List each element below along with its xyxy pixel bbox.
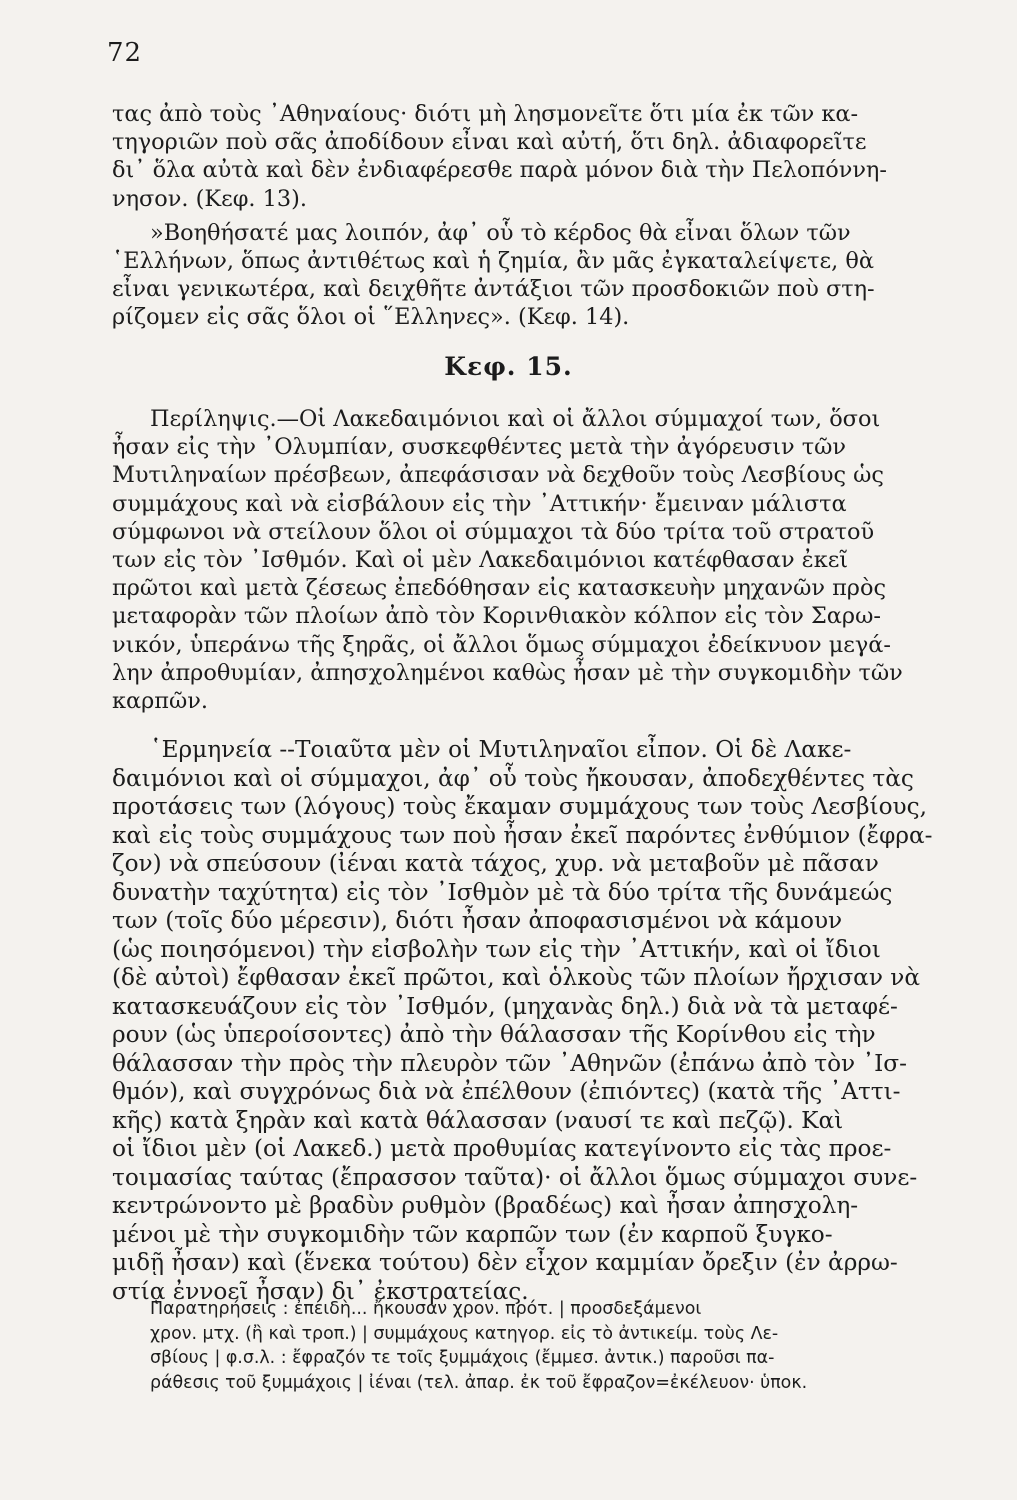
text-line: κατασκευάζουν εἰς τὸν ᾿Ισθμόν, (μηχανὰς δηλ.) διὰ νὰ τὰ μεταφέ- xyxy=(112,992,898,1020)
text-line: ῾Ελλήνων, ὅπως ἀντιθέτως καὶ ἡ ζημία, ἂν μᾶς ἐγκαταλείψετε, θὰ xyxy=(112,248,874,275)
text-line: μεταφορὰν τῶν πλοίων ἀπὸ τὸν Κορινθιακὸν κόλπον εἰς τὸν Σαρω- xyxy=(112,603,881,630)
text-line: κεντρώνοντο μὲ βραδὺν ρυθμὸν (βραδέως) καὶ ἦσαν ἀπησχολη- xyxy=(112,1192,859,1219)
text-line: δυνατὴν ταχύτητα) εἰς τὸν ᾿Ισθμὸν μὲ τὰ δύο τρίτα τῆς δυνάμεώς xyxy=(112,878,893,906)
text-line: των (τοῖς δύο μέρεσιν), διότι ἦσαν ἀποφασισμένοι νὰ κάμουν xyxy=(112,907,843,934)
text-line: θάλασσαν τὴν πρὸς τὴν πλευρὸν τῶν ᾿Αθηνῶν (ἐπάνω ἀπὸ τὸν ᾿Ισ- xyxy=(112,1049,907,1077)
text-line: μιδῇ ἦσαν) καὶ (ἕνεκα τούτου) δὲν εἶχον καμμίαν ὄρεξιν (ἐν ἀρρω- xyxy=(112,1249,898,1276)
text-line: δαιμόνιοι καὶ οἱ σύμμαχοι, ἀφ᾿ οὗ τοὺς ἤκουσαν, ἀποδεχθέντες τὰς xyxy=(112,764,914,792)
paragraph-2 xyxy=(112,219,912,332)
note-line: Παρατηρήσεις : ἐπειδὴ... ἤκουσαν χρον. πρότ. | προσδεξάμενοι xyxy=(150,1299,702,1319)
text-line: Περίληψις.—Οἱ Λακεδαιμόνιοι καὶ οἱ ἄλλοι σύμμαχοί των, ὅσοι xyxy=(150,406,881,432)
text-line: (δὲ αὐτοὶ) ἔφθασαν ἐκεῖ πρῶτοι, καὶ ὁλκοὺς τῶν πλοίων ἤρχισαν νὰ xyxy=(112,964,921,991)
text-line: καὶ εἰς τοὺς συμμάχους των ποὺ ἦσαν ἐκεῖ παρόντες ἐνθύμιον (ἔφρα- xyxy=(112,821,933,849)
text-line: νικόν, ὑπεράνω τῆς ξηρᾶς, οἱ ἄλλοι ὅμως σύμμαχοι ἐδείκνυον μεγά- xyxy=(112,631,891,658)
opening-text xyxy=(112,100,912,332)
interpretation-section xyxy=(112,736,933,1306)
text-line: σύμφωνοι νὰ στείλουν ὅλοι οἱ σύμμαχοι τὰ δύο τρίτα τοῦ στρατοῦ xyxy=(112,518,875,545)
text-line: ἦσαν εἰς τὴν ᾿Ολυμπίαν, συσκεφθέντες μετὰ τὴν ἀγόρευσιν τῶν xyxy=(112,434,846,461)
paragraph-1 xyxy=(112,100,912,213)
text-line: λην ἀπροθυμίαν, ἀπησχολημένοι καθὼς ἦσαν μὲ τὴν συγκομιδὴν τῶν xyxy=(112,659,903,686)
text-line: κῆς) κατὰ ξηρὰν καὶ κατὰ θάλασσαν (ναυσί τε καὶ πεζῷ). Καὶ xyxy=(112,1106,844,1134)
text-line: θμόν), καὶ συγχρόνως διὰ νὰ ἐπέλθουν (ἐπιόντες) (κατὰ τῆς ᾿Αττι- xyxy=(112,1078,901,1105)
chapter-heading: Κεφ. 15. xyxy=(444,352,573,381)
text-line: τηγοριῶν ποὺ σᾶς ἀποδίδουν εἶναι καὶ αὐτή, ὅτι δηλ. ἀδιαφορεῖτε xyxy=(112,129,867,156)
text-line: πρῶτοι καὶ μετὰ ζέσεως ἐπεδόθησαν εἰς κατασκευὴν μηχανῶν πρὸς xyxy=(112,575,886,602)
text-line: τας ἀπὸ τοὺς ᾿Αθηναίους· διότι μὴ λησμονεῖτε ὅτι μία ἐκ τῶν κα- xyxy=(112,101,859,127)
note-line: χρον. μτχ. (ἢ καὶ τροπ.) | συμμάχους κατηγορ. εἰς τὸ ἀντικείμ. τοὺς Λε- xyxy=(150,1323,779,1344)
text-line: τοιμασίας ταύτας (ἔπρασσον ταῦτα)· οἱ ἄλλοι ὅμως σύμμαχοι συνε- xyxy=(112,1163,918,1191)
text-line: ρουν (ὡς ὑπεροίσοντες) ἀπὸ τὴν θάλασσαν τῆς Κορίνθου εἰς τὴν xyxy=(112,1021,876,1048)
text-line: ζον) νὰ σπεύσουν (ἰέναι κατὰ τάχος, χυρ. νὰ μεταβοῦν μὲ πᾶσαν xyxy=(112,850,879,877)
text-line: ρίζομεν εἰς σᾶς ὅλοι οἱ ῞Ελληνες». (Κεφ. 14). xyxy=(112,304,630,331)
note-line: ράθεσις τοῦ ξυμμάχοις | ἰέναι (τελ. ἀπαρ. ἐκ τοῦ ἔφραζον=ἐκέλευον· ὑποκ. xyxy=(150,1372,808,1393)
notes-section xyxy=(150,1297,910,1395)
text-line: των εἰς τὸν ᾿Ισθμόν. Καὶ οἱ μὲν Λακεδαιμόνιοι κατέφθασαν ἐκεῖ xyxy=(112,547,849,574)
text-line: μένοι μὲ τὴν συγκομιδὴν τῶν καρπῶν των (ἐν καρποῦ ξυγκο- xyxy=(112,1220,833,1248)
text-line: Μυτιληναίων πρέσβεων, ἀπεφάσισαν νὰ δεχθοῦν τοὺς Λεσβίους ὡς xyxy=(112,462,884,489)
note-line: σβίους | φ.σ.λ. : ἔφραζόν τε τοῖς ξυμμάχοις (ἔμμεσ. ἀντικ.) παροῦσι πα- xyxy=(150,1348,775,1369)
text-line: καρπῶν. xyxy=(112,688,208,715)
text-line: προτάσεις των (λόγους) τοὺς ἔκαμαν συμμάχους των τοὺς Λεσβίους, xyxy=(112,793,927,820)
text-line: νησον. (Κεφ. 13). xyxy=(112,185,307,212)
text-line: οἱ ἴδιοι μὲν (οἱ Λακεδ.) μετὰ προθυμίας κατεγίνοντο εἰς τὰς προε- xyxy=(112,1135,892,1162)
text-line: στίᾳ ἐννοεῖ ἦσαν) δι᾿ ἐκστρατείας. xyxy=(112,1277,529,1305)
text-line: δι᾿ ὅλα αὐτὰ καὶ δὲν ἐνδιαφέρεσθε παρὰ μόνον διὰ τὴν Πελοπόννη- xyxy=(112,157,887,184)
summary-section xyxy=(112,405,912,715)
text-line: ῾Ερμηνεία --Τοιαῦτα μὲν οἱ Μυτιληναῖοι εἶπον. Οἱ δὲ Λακε- xyxy=(150,736,852,763)
text-line: συμμάχους καὶ νὰ εἰσβάλουν εἰς τὴν ᾿Αττικήν· ἔμειναν μάλιστα xyxy=(112,490,847,517)
text-line: »Βοηθήσατέ μας λοιπόν, ἀφ᾿ οὗ τὸ κέρδος θὰ εἶναι ὅλων τῶν xyxy=(150,219,851,246)
page-number: 72 xyxy=(107,38,143,68)
text-line: εἶναι γενικωτέρα, καὶ δειχθῆτε ἀντάξιοι τῶν προσδοκιῶν ποὺ στη- xyxy=(112,276,875,303)
text-line: (ὡς ποιησόμενοι) τὴν εἰσβολὴν των εἰς τὴν ᾿Αττικήν, καὶ οἱ ἴδιοι xyxy=(112,935,881,963)
